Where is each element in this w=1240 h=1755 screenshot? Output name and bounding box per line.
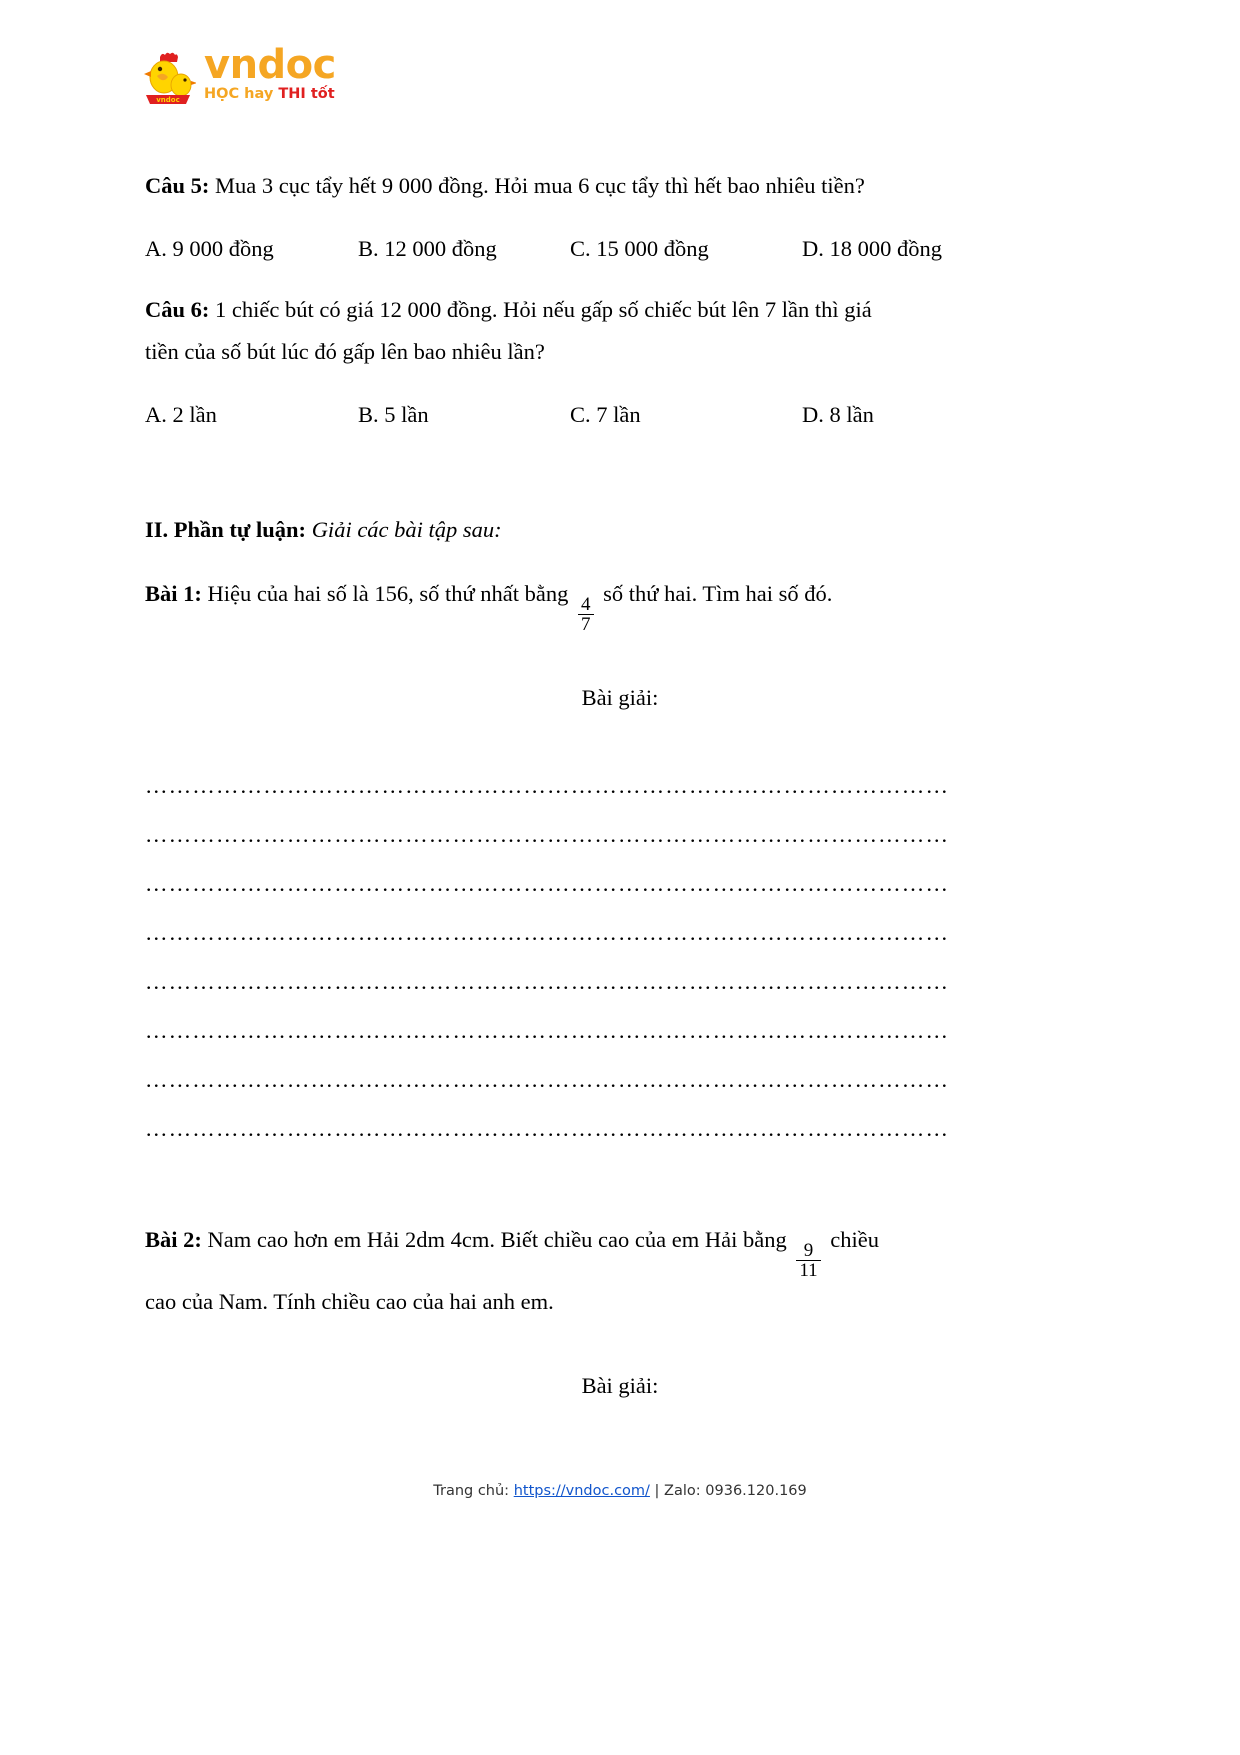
vndoc-logo[interactable]	[140, 42, 336, 108]
bai-1-label: Bài 1:	[145, 581, 202, 606]
question-5-options	[145, 229, 1095, 269]
question-6	[145, 289, 1095, 331]
worksheet-content	[145, 165, 1095, 1430]
section-2-heading: II. Phần tự luận:	[145, 517, 307, 542]
answer-line[interactable]: …………………………………………………………………………………………	[145, 871, 950, 897]
question-6-label: Câu 6:	[145, 297, 210, 322]
section-2-heading-row	[145, 509, 1095, 551]
bai-2-label: Bài 2:	[145, 1227, 202, 1253]
question-6-option-c[interactable]: C. 7 lần	[570, 402, 641, 427]
bai-2-fraction-numerator: 9	[803, 1239, 814, 1261]
answer-line[interactable]: …………………………………………………………………………………………	[145, 773, 950, 799]
question-6-option-b[interactable]: B. 5 lần	[358, 402, 429, 427]
bai-1-fraction	[578, 595, 594, 635]
bai-1	[145, 573, 1095, 634]
bai-1-fraction-numerator: 4	[581, 593, 591, 615]
question-5-option-b[interactable]: B. 12 000 đồng	[358, 236, 497, 261]
question-5	[145, 165, 1095, 207]
question-5-option-d[interactable]: D. 18 000 đồng	[802, 236, 942, 261]
logo-wordmark: vndoc	[204, 42, 336, 88]
bai-1-baigiai-label: Bài giải:	[581, 684, 659, 710]
footer-home-link[interactable]: https://vndoc.com/	[513, 1483, 650, 1499]
footer-prefix: Trang chủ:	[433, 1483, 514, 1499]
footer-suffix: | Zalo: 0936.120.169	[649, 1483, 807, 1499]
question-6-text-line2: tiền của số bút lúc đó gấp lên bao nhiêu lần?	[145, 339, 545, 364]
answer-line[interactable]: …………………………………………………………………………………………	[145, 969, 950, 995]
question-6-options	[145, 395, 1095, 435]
bai-2-fraction	[796, 1241, 820, 1281]
logo-tag-hay: hay	[244, 86, 274, 102]
question-6-option-a[interactable]: A. 2 lần	[145, 402, 217, 427]
page-footer	[0, 1483, 1240, 1499]
bai-2-text-line2: cao của Nam. Tính chiều cao của hai anh em.	[145, 1288, 554, 1314]
logo-tag-thi: THI	[278, 86, 306, 102]
section-2-subheading: Giải các bài tập sau:	[311, 517, 502, 542]
answer-line[interactable]: …………………………………………………………………………………………	[145, 1116, 950, 1142]
question-5-text: Mua 3 cục tẩy hết 9 000 đồng. Hỏi mua 6 cục tẩy thì hết bao nhiêu tiền?	[209, 173, 865, 198]
answer-line[interactable]: …………………………………………………………………………………………	[145, 1067, 950, 1093]
logo-tagline	[204, 87, 336, 103]
bai-1-text-before: Hiệu của hai số là 156, số thứ nhất bằng	[201, 581, 575, 606]
bai-2-text-before: Nam cao hơn em Hải 2dm 4cm. Biết chiều cao của em Hải bằng	[201, 1227, 793, 1253]
answer-line[interactable]: …………………………………………………………………………………………	[145, 1018, 950, 1044]
bai-2-text-after: chiều	[824, 1227, 879, 1253]
answer-line[interactable]: …………………………………………………………………………………………	[145, 920, 950, 946]
logo-tag-hoc: HỌC	[204, 86, 240, 102]
bai-2	[145, 1219, 1095, 1280]
bai-2-fraction-denominator: 11	[796, 1260, 820, 1280]
bai-2-baigiai-label: Bài giải:	[581, 1373, 659, 1399]
question-5-label: Câu 5:	[145, 173, 210, 198]
question-5-option-c[interactable]: C. 15 000 đồng	[570, 236, 709, 261]
question-6-text-line1: 1 chiếc bút có giá 12 000 đồng. Hỏi nếu gấp số chiếc bút lên 7 lần thì giá	[209, 297, 872, 322]
bai-1-answer-lines[interactable]	[145, 761, 1095, 1153]
svg-text:vndoc: vndoc	[156, 96, 180, 104]
logo-tag-tot: tốt	[310, 86, 335, 102]
answer-line[interactable]: …………………………………………………………………………………………	[145, 822, 950, 848]
bai-1-text-after: số thứ hai. Tìm hai số đó.	[597, 581, 833, 606]
question-5-option-a[interactable]: A. 9 000 đồng	[145, 236, 274, 261]
chicken-mascot-icon	[140, 50, 196, 108]
question-6-option-d[interactable]: D. 8 lần	[802, 402, 874, 427]
bai-1-fraction-denominator: 7	[578, 614, 594, 634]
logo-text-block	[204, 42, 336, 103]
